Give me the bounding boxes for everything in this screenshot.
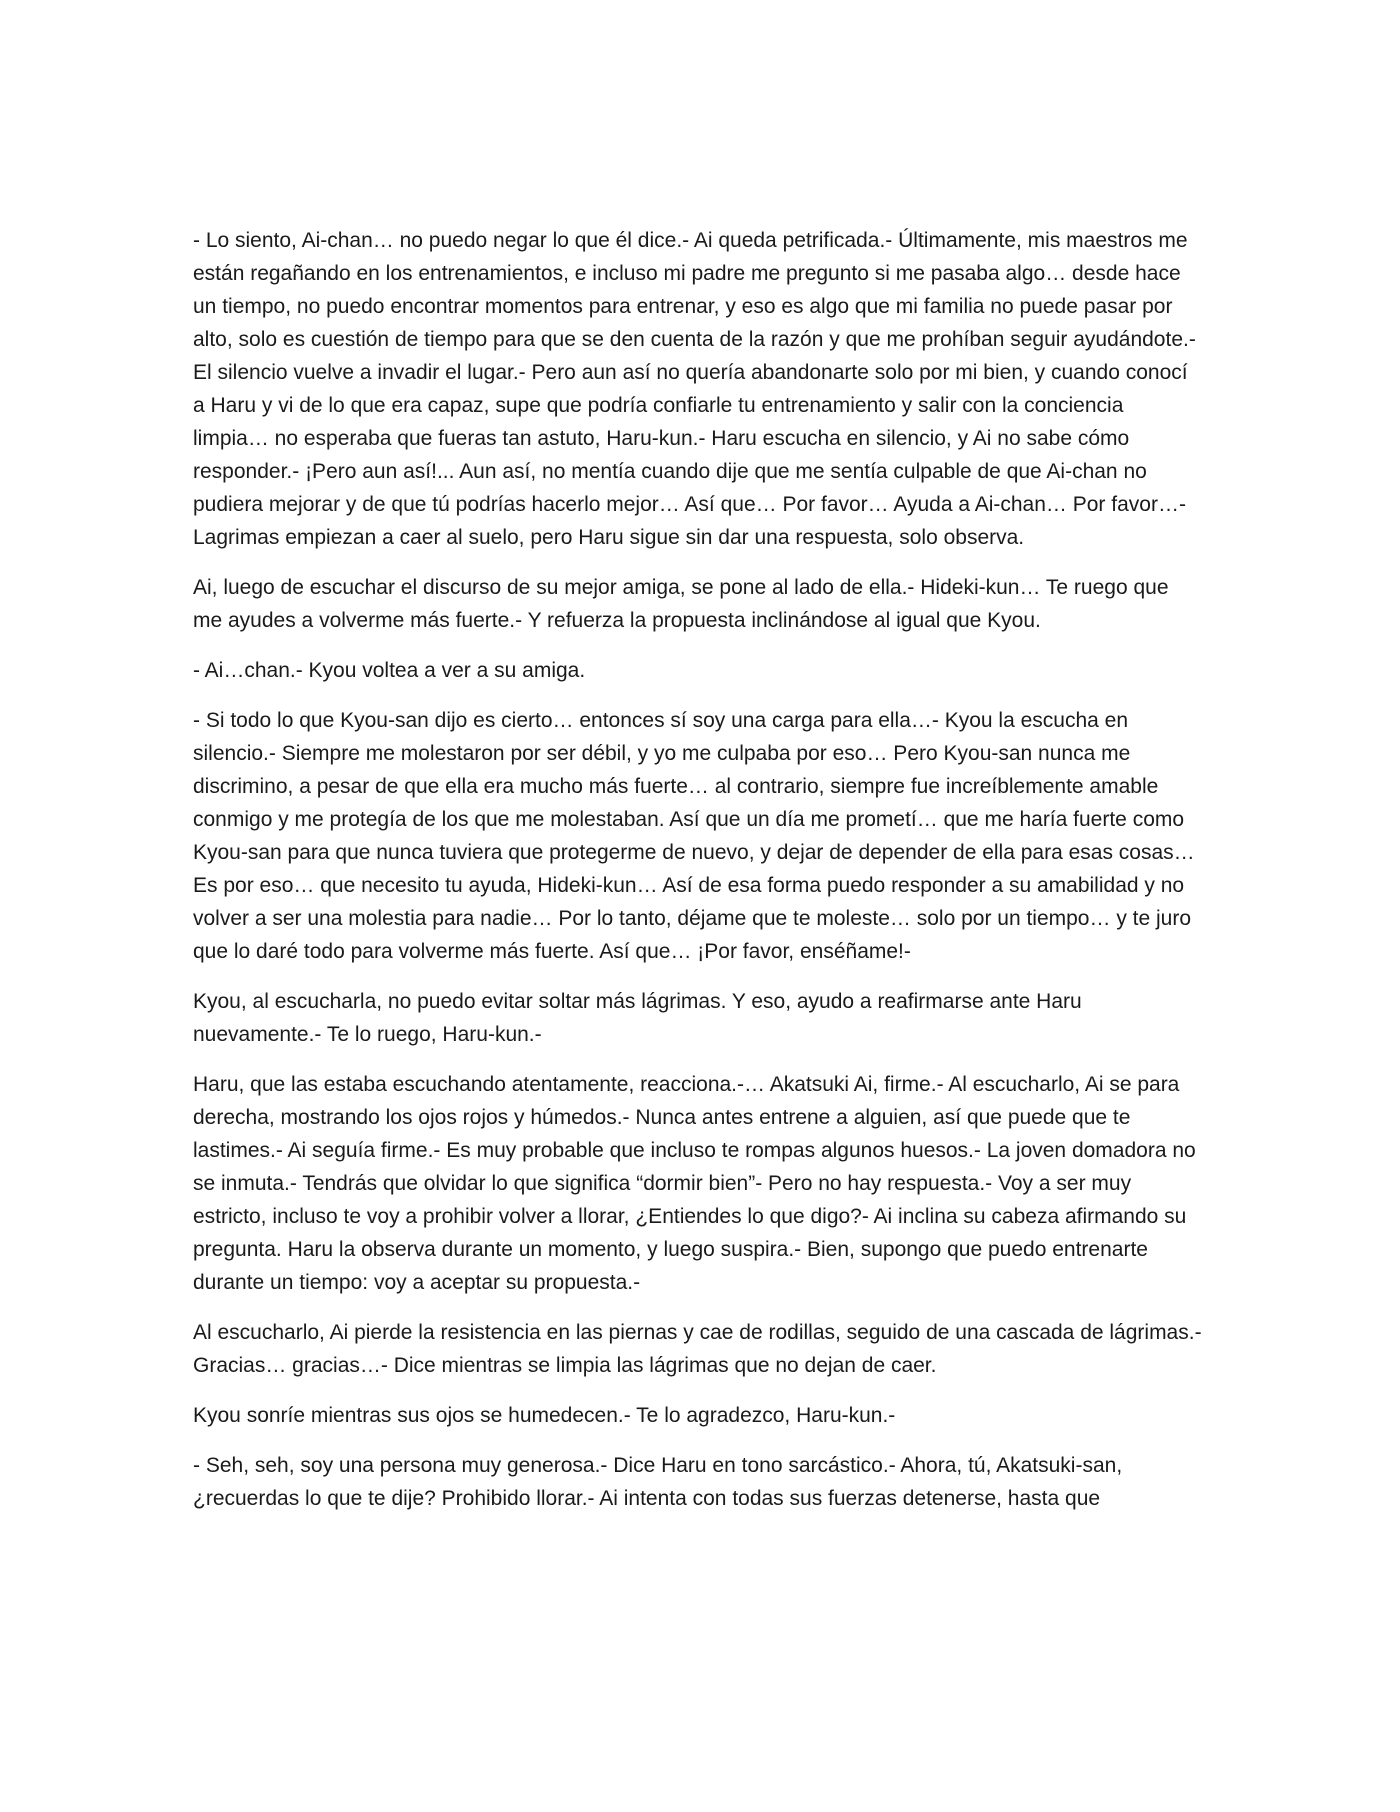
document-page [193, 224, 1203, 1532]
paragraph-9: - Seh, seh, soy una persona muy generosa.- Dice Haru en tono sarcástico.- Ahora, tú, Akatsuki-san, ¿recuerdas lo que te dije? Prohibido llorar.- Ai intenta con todas sus fuerzas detenerse, hasta que [193, 1454, 1123, 1510]
paragraph-5: Kyou, al escucharla, no puedo evitar soltar más lágrimas. Y eso, ayudo a reafirmarse ante Haru nuevamente.- Te lo ruego, Haru-kun.- [193, 990, 1082, 1046]
paragraph-2: Ai, luego de escuchar el discurso de su mejor amiga, se pone al lado de ella.- Hideki-kun… Te ruego que me ayudes a volverme más fuerte.- Y refuerza la propuesta inclinándose al igual que Kyou. [193, 576, 1169, 632]
paragraph-4: - Si todo lo que Kyou-san dijo es cierto… entonces sí soy una carga para ella…- Kyou la escucha en silencio.- Siempre me molestaron por ser débil, y yo me culpaba por eso… Pero Kyou-san nunca me discrimino, a pesar de que ella era mucho más fuerte… al contrario, siempre fue increíblemente amable conmigo y me protegía de los que me molestaban. Así que un día me prometí… que me haría fuerte como Kyou-san para que nunca tuviera que protegerme de nuevo, y dejar de depender de ella para esas cosas… Es por eso… que necesito tu ayuda, Hideki-kun… Así de esa forma puedo responder a su amabilidad y no volver a ser una molestia para nadie… Por lo tanto, déjame que te moleste… solo por un tiempo… y te juro que lo daré todo para volverme más fuerte. Así que… ¡Por favor, enséñame!- [193, 709, 1195, 963]
paragraph-3: - Ai…chan.- Kyou voltea a ver a su amiga. [193, 659, 586, 682]
paragraph-1: - Lo siento, Ai-chan… no puedo negar lo que él dice.- Ai queda petrificada.- Últimamente, mis maestros me están regañando en los entrenamientos, e incluso mi padre me pregunto si me pasaba algo… desde hace un tiempo, no puedo encontrar momentos para entrenar, y eso es algo que mi familia no puede pasar por alto, solo es cuestión de tiempo para que se den cuenta de la razón y que me prohíban seguir ayudándote.- El silencio vuelve a invadir el lugar.- Pero aun así no quería abandonarte solo por mi bien, y cuando conocí a Haru y vi de lo que era capaz, supe que podría confiarle tu entrenamiento y salir con la conciencia limpia… no esperaba que fueras tan astuto, Haru-kun.- Haru escucha en silencio, y Ai no sabe cómo responder.- ¡Pero aun así!... Aun así, no mentía cuando dije que me sentía culpable de que Ai-chan no pudiera mejorar y de que tú podrías hacerlo mejor… Así que… Por favor… Ayuda a Ai-chan… Por favor…- Lagrimas empiezan a caer al suelo, pero Haru sigue sin dar una respuesta, solo observa. [193, 229, 1196, 549]
paragraph-6: Haru, que las estaba escuchando atentamente, reacciona.-… Akatsuki Ai, firme.- Al escucharlo, Ai se para derecha, mostrando los ojos rojos y húmedos.- Nunca antes entrene a alguien, así que puede que te lastimes.- Ai seguía firme.- Es muy probable que incluso te rompas algunos huesos.- La joven domadora no se inmuta.- Tendrás que olvidar lo que significa “dormir bien”- Pero no hay respuesta.- Voy a ser muy estricto, incluso te voy a prohibir volver a llorar, ¿Entiendes lo que digo?- Ai inclina su cabeza afirmando su pregunta. Haru la observa durante un momento, y luego suspira.- Bien, supongo que puedo entrenarte durante un tiempo: voy a aceptar su propuesta.- [193, 1073, 1196, 1294]
paragraph-7: Al escucharlo, Ai pierde la resistencia en las piernas y cae de rodillas, seguido de una cascada de lágrimas.- Gracias… gracias…- Dice mientras se limpia las lágrimas que no dejan de caer. [193, 1321, 1202, 1377]
paragraph-8: Kyou sonríe mientras sus ojos se humedecen.- Te lo agradezco, Haru-kun.- [193, 1404, 896, 1427]
